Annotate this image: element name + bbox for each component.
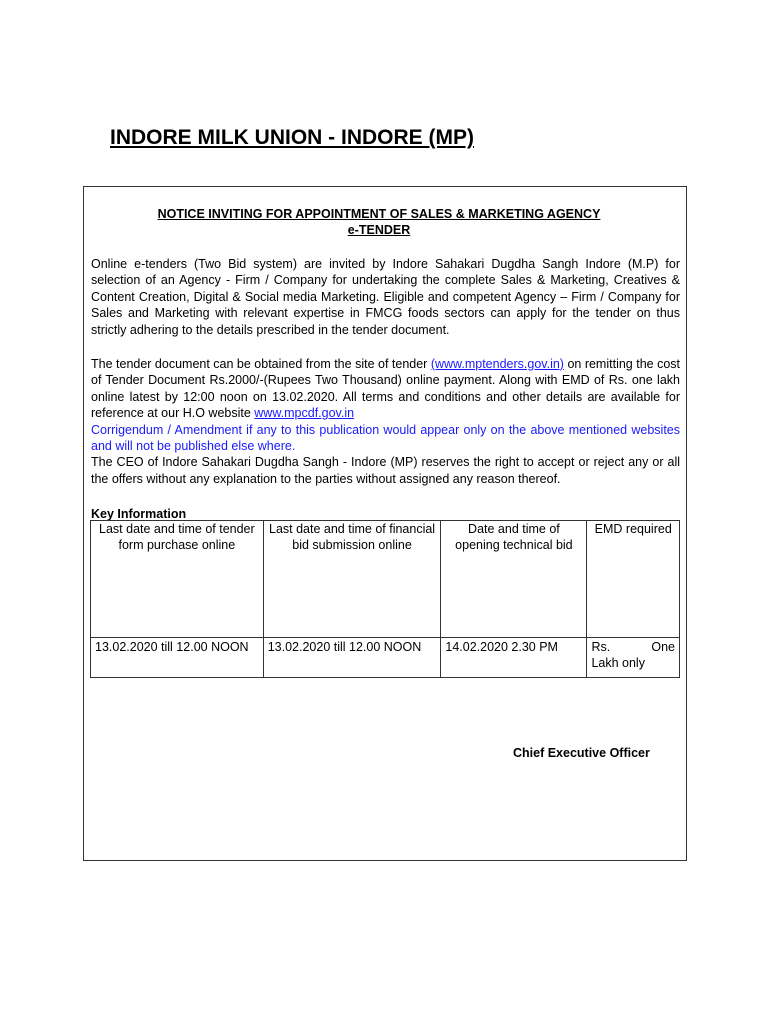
emd-amount-line2: Lakh only (591, 656, 645, 671)
paragraph-invitation: Online e-tenders (Two Bid system) are invited by Indore Sahakari Dugdha Sangh Indore (M.P) for selection of an Agency - Firm / Company for undertaking the complete Sales & Marketing, Creatives & Content Creation, Digital & Social media Marketing. Eligible and competent Agency – Firm / Company for Sales and Marketing with relevant expertise in FMCG foods sectors can apply for the tender on thus strictly adhering to the details prescribed in the tender document. (91, 257, 680, 337)
key-information-table (90, 520, 680, 678)
header-emd: EMD required (587, 521, 680, 638)
header-technical-bid-opening: Date and time of opening technical bid (441, 521, 587, 638)
notice-heading (84, 206, 674, 238)
tender-document-text: The tender document can be obtained from the site of tender (91, 357, 431, 371)
cell-bid-submission-date: 13.02.2020 till 12.00 NOON (263, 638, 441, 678)
corrigendum-text: Corrigendum / Amendment if any to this publication would appear only on the above mentioned websites and will not be published else where. (91, 422, 680, 454)
key-information-label: Key Information (91, 507, 187, 521)
notice-heading-line1: NOTICE INVITING FOR APPOINTMENT OF SALES & MARKETING AGENCY (157, 207, 601, 221)
table-row (91, 638, 680, 678)
tender-cost-text: on remitting the cost of Tender Document Rs.2000/-(Rupees Two Thousand) online payment. Along with EMD of Rs. one lakh online latest by 12:00 noon on 13.02.2020. All terms and conditions and other details are available for reference at our H.O website (91, 357, 681, 421)
paragraph-ceo-rights: The CEO of Indore Sahakari Dugdha Sangh - Indore (MP) reserves the right to accept or reject any or all the offers without any explanation to the parties without assigned any reason thereof. (91, 455, 680, 486)
paragraph-tender-document (91, 356, 680, 487)
page-title: INDORE MILK UNION - INDORE (MP) (110, 126, 474, 149)
mpcdf-website-link[interactable]: www.mpcdf.gov.in (254, 406, 355, 421)
header-form-purchase: Last date and time of tender form purchase online (91, 521, 264, 638)
notice-heading-line2: e-TENDER (347, 223, 411, 237)
header-bid-submission: Last date and time of financial bid submission online (263, 521, 441, 638)
emd-amount-line1: Rs. One (591, 640, 675, 654)
table-header-row (91, 521, 680, 638)
signatory: Chief Executive Officer (513, 746, 650, 760)
cell-form-purchase-date: 13.02.2020 till 12.00 NOON (91, 638, 264, 678)
mptenders-link[interactable]: (www.mptenders.gov.in) (430, 357, 564, 371)
cell-emd-amount (587, 638, 680, 678)
notice-box (83, 186, 687, 861)
cell-technical-bid-date: 14.02.2020 2.30 PM (441, 638, 587, 678)
